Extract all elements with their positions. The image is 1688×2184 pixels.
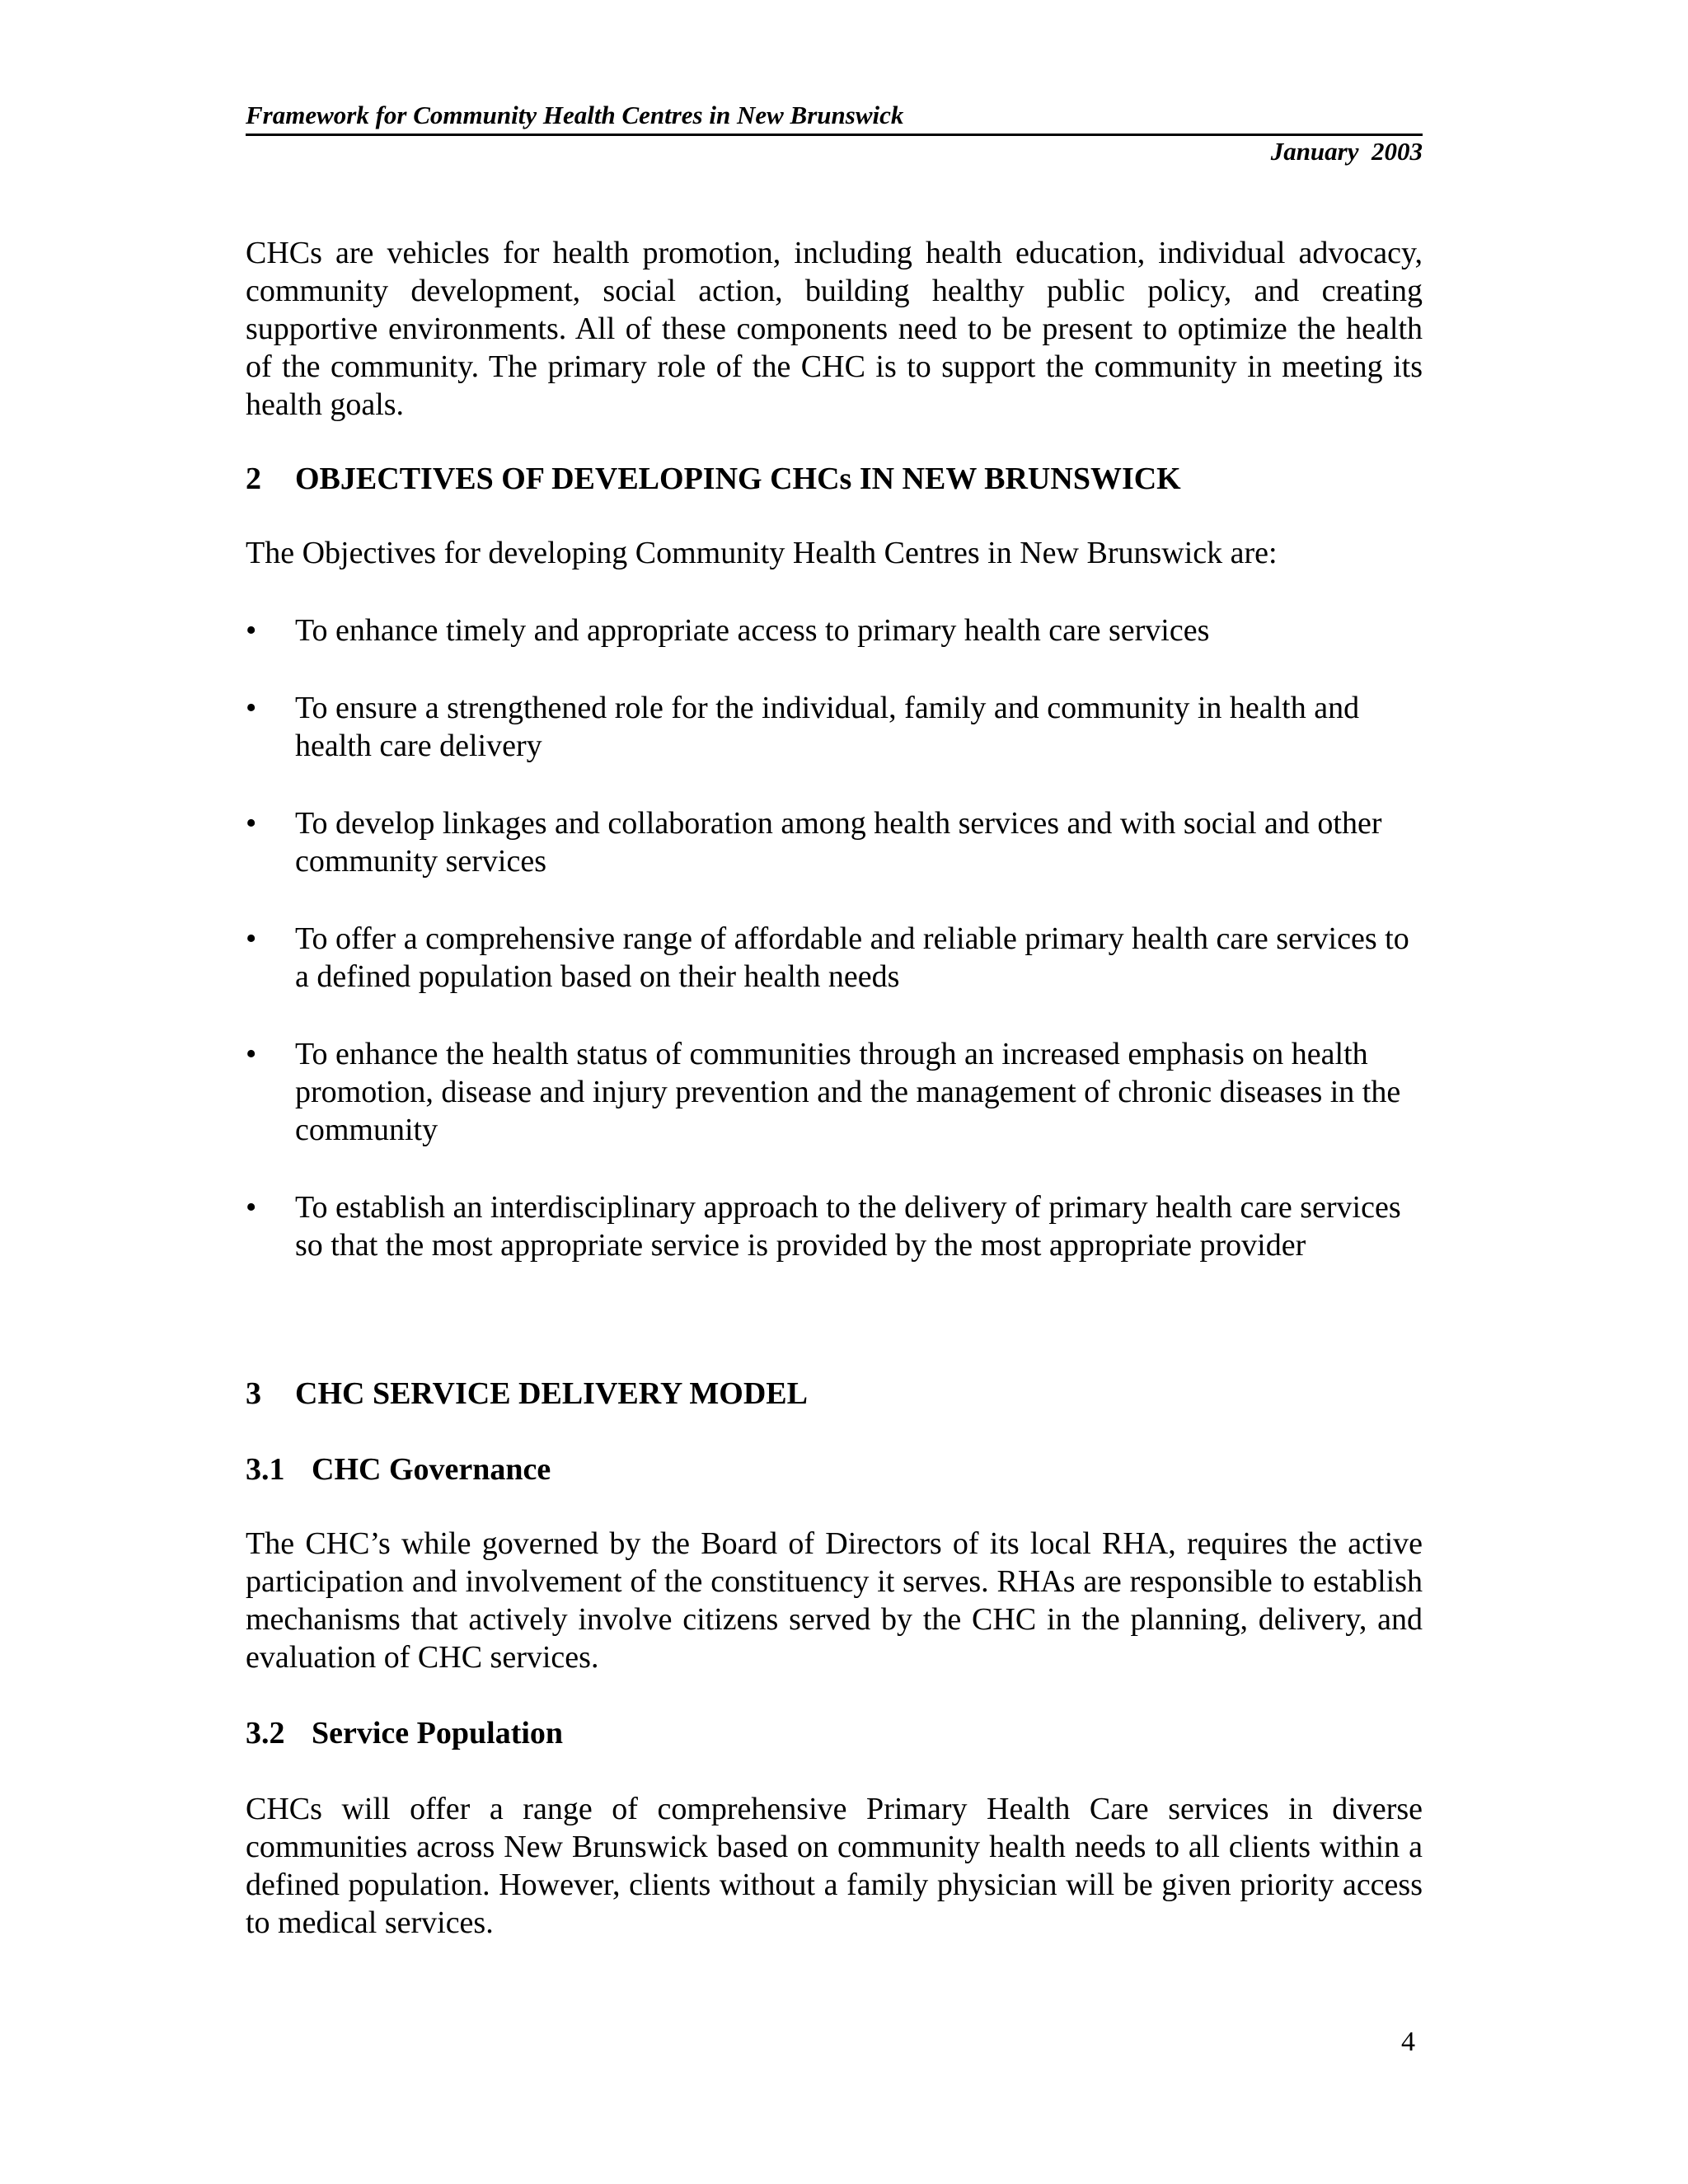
bullet-icon: •	[246, 1037, 257, 1071]
section-3-2-heading	[246, 1714, 563, 1752]
section-3-heading	[246, 1375, 808, 1413]
section-3-1-number: 3.1	[246, 1452, 285, 1487]
section-2-number: 2	[246, 462, 261, 496]
section-3-number: 3	[246, 1376, 261, 1411]
objective-text: To offer a comprehensive range of affordable and reliable primary health care services to a defined population based on their health needs	[295, 921, 1409, 994]
bullet-icon: •	[246, 691, 257, 725]
objective-text: To enhance the health status of communities through an increased emphasis on health promotion, disease and injury prevention and the management of chronic diseases in the community	[295, 1037, 1401, 1147]
objective-text: To establish an interdisciplinary approach to the delivery of primary health care services so that the most appropriate service is provided by the most appropriate provider	[295, 1190, 1401, 1263]
section-3-2-number: 3.2	[246, 1716, 285, 1750]
section-3-2-title: Service Population	[312, 1716, 564, 1750]
page-number: 4	[1401, 2027, 1415, 2057]
bullet-icon: •	[246, 921, 257, 956]
section-3-1-title: CHC Governance	[312, 1452, 551, 1487]
running-header-date: January 2003	[1270, 137, 1423, 166]
section-2-lead: The Objectives for developing Community Health Centres in New Brunswick are:	[246, 536, 1278, 570]
bullet-icon: •	[246, 806, 257, 841]
intro-paragraph: CHCs are vehicles for health promotion, including health education, individual advocacy, community development, social action, building healthy public policy, and creating supportive environments. All of these components need to be present to optimize the health of the community. The primary role of the CHC is to support the community in meeting its health goals.	[246, 236, 1423, 422]
bullet-icon: •	[246, 613, 257, 648]
objective-text: To develop linkages and collaboration among health services and with social and other community services	[295, 806, 1382, 879]
running-header-title: Framework for Community Health Centres in New Brunswick	[246, 97, 1423, 136]
section-2-title: OBJECTIVES OF DEVELOPING CHCs IN NEW BRUNSWICK	[295, 462, 1181, 496]
objective-text: To ensure a strengthened role for the individual, family and community in health and health care delivery	[295, 691, 1360, 763]
bullet-icon: •	[246, 1190, 257, 1225]
section-3-title: CHC SERVICE DELIVERY MODEL	[295, 1376, 808, 1411]
section-2-heading	[246, 460, 1181, 498]
service-population-paragraph: CHCs will offer a range of comprehensive Primary Health Care services in diverse communities across New Brunswick based on community health needs to all clients within a defined population. However, clients without a family physician will be given priority access to medical services.	[246, 1792, 1423, 1940]
governance-paragraph: The CHC’s while governed by the Board of Directors of its local RHA, requires the active participation and involvement of the constituency it serves. RHAs are responsible to establish mechanisms that actively involve citizens served by the CHC in the planning, delivery, and evaluation of CHC services.	[246, 1526, 1423, 1675]
section-3-1-heading	[246, 1451, 551, 1488]
objective-text: To enhance timely and appropriate access to primary health care services	[295, 613, 1210, 648]
